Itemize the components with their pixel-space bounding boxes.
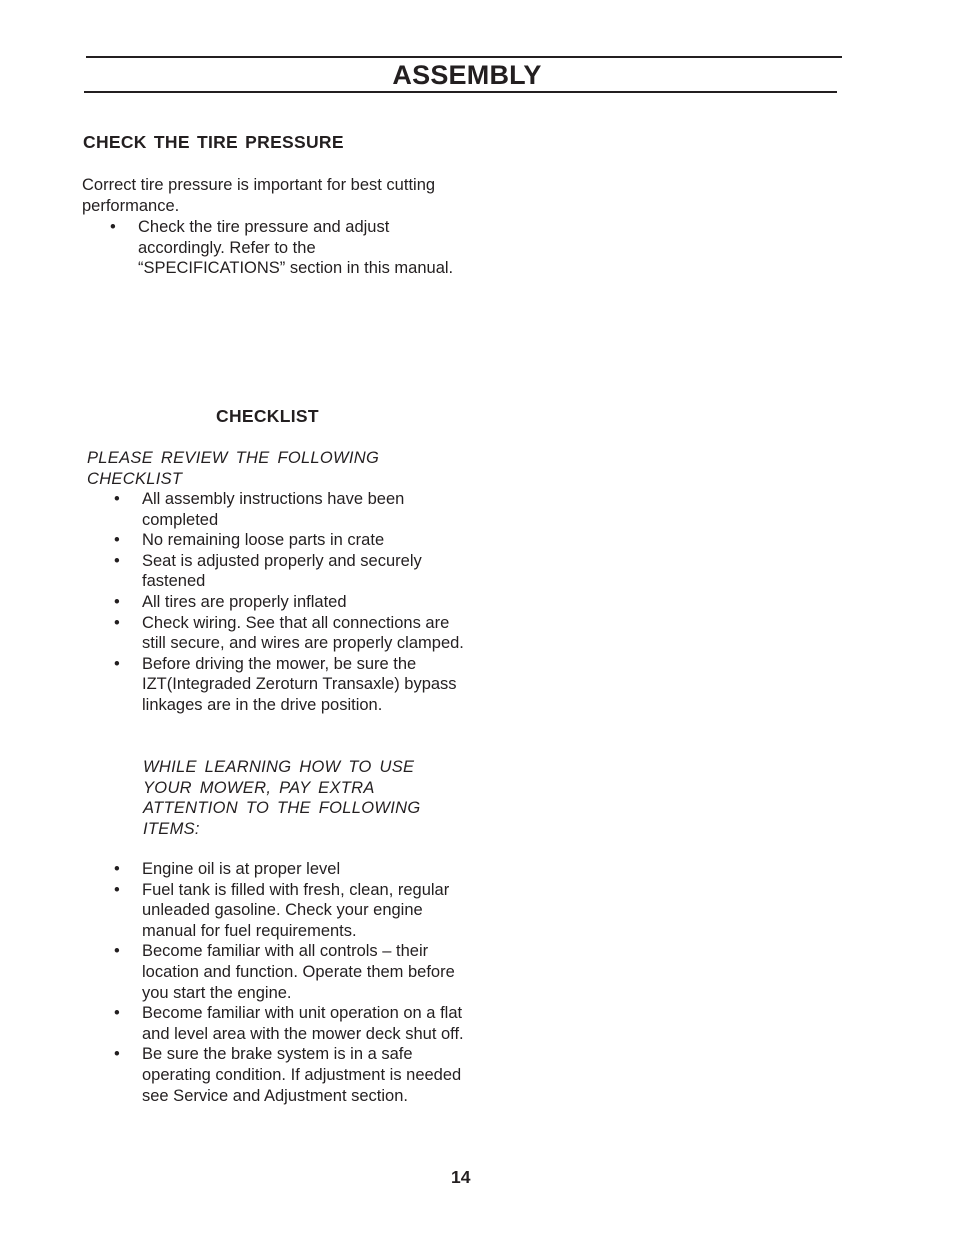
tire-pressure-intro: Correct tire pressure is important for best cutting performance. <box>82 176 436 215</box>
bullet-icon: • <box>114 1004 120 1023</box>
attention-intro: WHILE LEARNING HOW TO USE YOUR MOWER, PAY EXTRA ATTENTION TO THE FOLLOWING ITEMS: <box>143 758 421 838</box>
attention-list <box>86 859 466 1106</box>
bullet-icon: • <box>114 613 120 632</box>
checklist-intro: PLEASE REVIEW THE FOLLOWING CHECKLIST <box>87 449 380 488</box>
list-item-text: Seat is adjusted properly and securely fastened <box>142 551 422 591</box>
list-item <box>86 551 466 592</box>
list-item <box>86 489 466 530</box>
list-item <box>86 941 466 1003</box>
list-item <box>86 1003 466 1044</box>
bullet-icon: • <box>114 531 120 550</box>
list-item-text: All assembly instructions have been completed <box>142 490 405 529</box>
list-item <box>86 592 466 613</box>
list-item-text: Before driving the mower, be sure the IZT(Integraded Zeroturn Transaxle) bypass linkages are in the drive position. <box>142 654 457 714</box>
bullet-icon: • <box>114 860 120 878</box>
bullet-icon: • <box>114 1045 120 1064</box>
list-item-text: Become familiar with unit operation on a flat and level area with the mower deck shut off. <box>142 1004 464 1043</box>
list-item-text: Become familiar with all controls – their location and function. Operate them before you start the engine. <box>142 942 455 1002</box>
page-title: ASSEMBLY <box>392 60 542 90</box>
list-item-text: Check wiring. See that all connections are still secure, and wires are properly clamped. <box>142 613 464 653</box>
list-item-text: Fuel tank is filled with fresh, clean, regular unleaded gasoline. Check your engine manual for fuel requirements. <box>142 880 450 940</box>
list-item-text: Be sure the brake system is in a safe operating condition. If adjustment is needed see Service and Adjustment section. <box>142 1045 462 1105</box>
bullet-icon: • <box>114 654 120 673</box>
header-top-rule <box>86 56 842 58</box>
bullet-icon: • <box>114 880 120 899</box>
list-item <box>86 613 466 654</box>
bullet-icon: • <box>114 490 120 508</box>
tire-pressure-list <box>82 217 462 279</box>
list-item <box>86 880 466 942</box>
checklist-list <box>86 489 466 716</box>
list-item <box>86 859 466 880</box>
list-item <box>86 530 466 551</box>
list-item <box>82 217 462 279</box>
tire-pressure-heading: CHECK THE TIRE PRESSURE <box>83 132 344 152</box>
bullet-icon: • <box>114 551 120 570</box>
bullet-icon: • <box>114 592 120 611</box>
list-item-text: No remaining loose parts in crate <box>142 531 385 550</box>
page-number: 14 <box>451 1167 471 1187</box>
list-item <box>86 654 466 716</box>
list-item <box>86 1044 466 1106</box>
bullet-icon: • <box>114 942 120 961</box>
list-item-text: Check the tire pressure and adjust accordingly. Refer to the “SPECIFICATIONS” section in this manual. <box>138 218 454 278</box>
checklist-heading: CHECKLIST <box>216 406 319 426</box>
header-bottom-rule <box>84 91 837 93</box>
list-item-text: All tires are properly inflated <box>142 592 347 611</box>
bullet-icon: • <box>110 218 116 236</box>
list-item-text: Engine oil is at proper level <box>142 860 341 878</box>
